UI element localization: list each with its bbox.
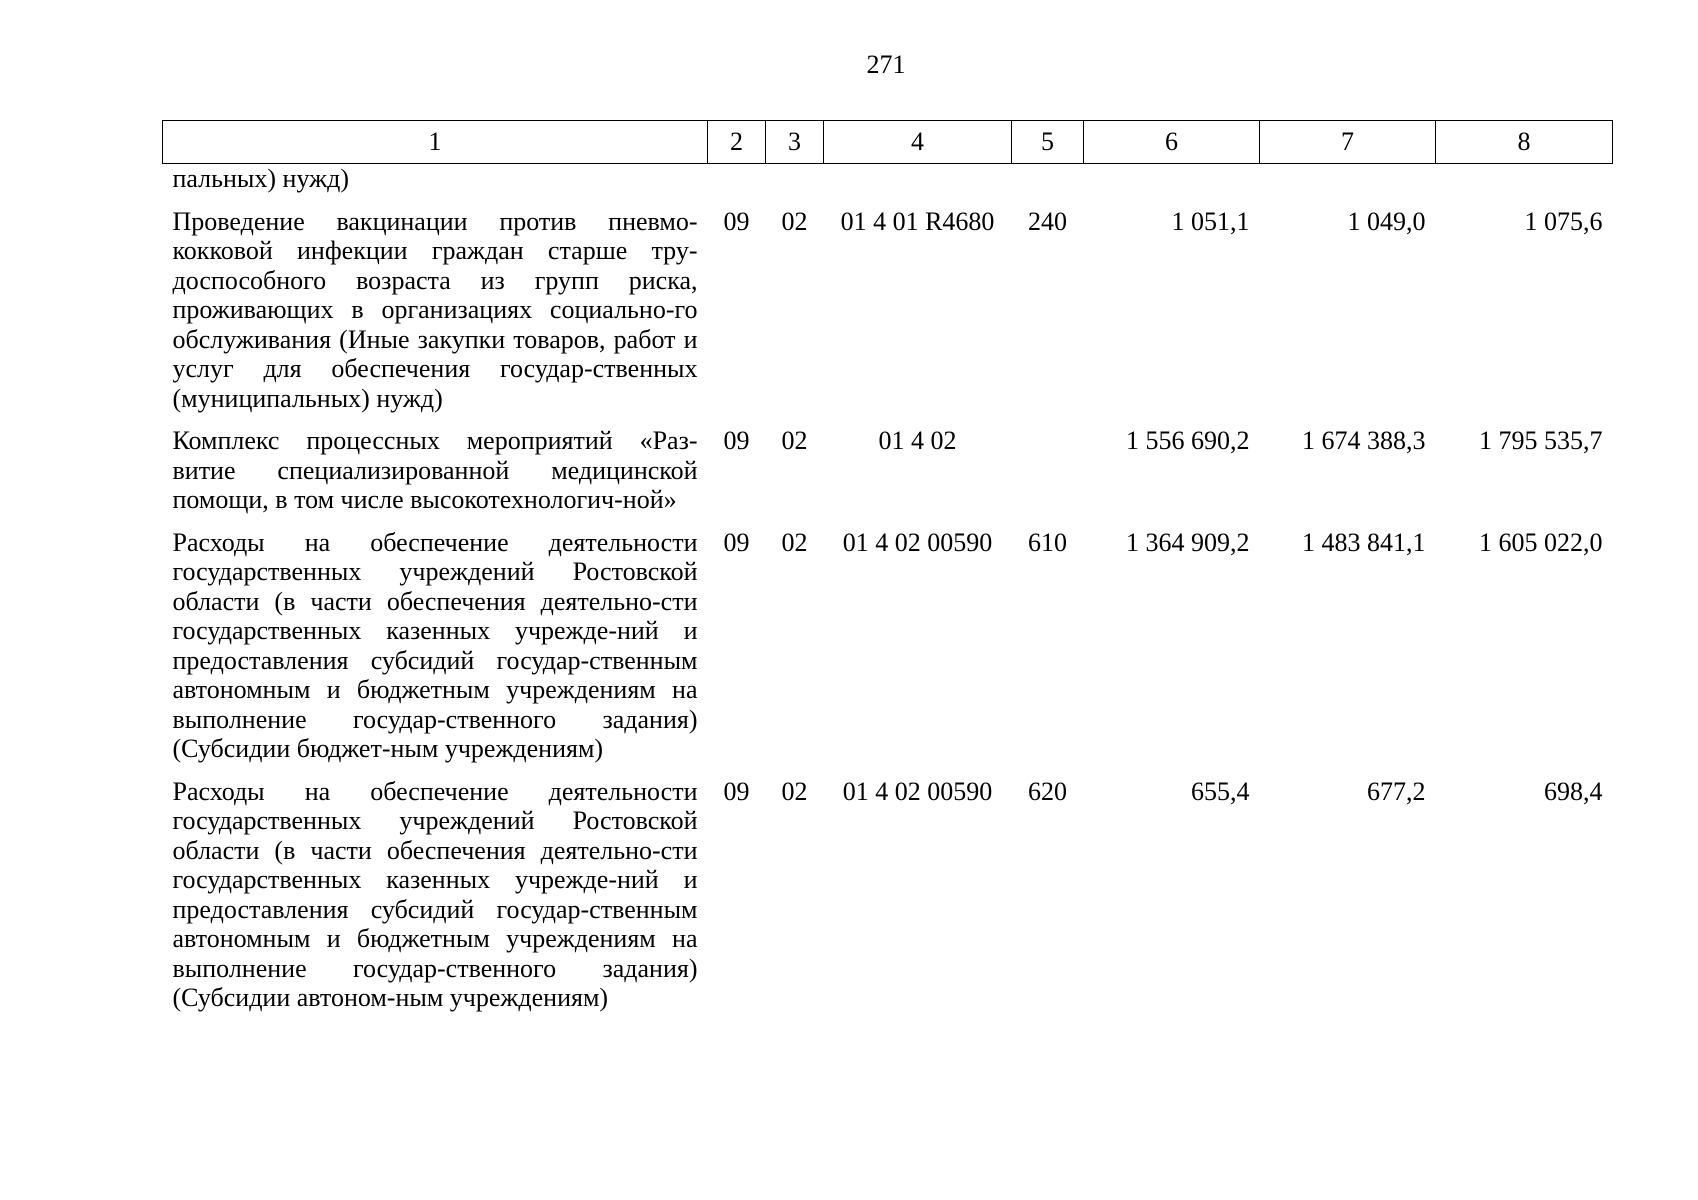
row-value-col-7: 677,2 [1367,776,1426,806]
row-value-col-8: 698,4 [1544,776,1603,806]
row-value-col-7: 1 483 841,1 [1302,527,1426,557]
row-value-col-6: 1 364 909,2 [1126,527,1250,557]
row-expense-type: 620 [1028,776,1067,806]
row-target-code: 01 4 01 R4680 [840,206,995,236]
header-col-2: 2 [708,121,766,164]
row-target-code: 01 4 02 [878,426,957,455]
row-description: Расходы на обеспечение деятельности государственных учреждений Ростовской области (в части обеспечения деятельно-сти государственных казенных учрежде-ний и предоставления субсидий государ-ственным автономным и бюджетным учреждениям на выполнение государ-ственного задания) (Субсидии автоном-ным учреждениям) [172,776,698,1012]
row-description: Проведение вакцинации против пневмо-кокковой инфекции граждан старше тру-доспособного возраста из групп риска, проживающих в организациях социально-го обслуживания (Иные закупки товаров, работ и услуг для обеспечения государ-ственных (муниципальных) нужд) [172,206,698,413]
header-col-6: 6 [1084,121,1260,164]
continuation-text: пальных) нужд) [172,164,349,193]
row-expense-type: 610 [1028,527,1067,557]
row-value-col-8: 1 075,6 [1524,206,1603,236]
row-subsection: 02 [781,206,808,236]
row-target-code: 01 4 02 00590 [842,776,993,806]
row-expense-type [1012,413,1084,515]
header-col-4: 4 [824,121,1012,164]
row-section: 09 [723,776,750,806]
row-subsection: 02 [781,776,808,806]
row-value-col-8: 1 795 535,7 [1479,426,1603,455]
row-subsection: 02 [781,527,808,557]
row-value-col-7: 1 049,0 [1347,206,1426,236]
row-value-col-6: 1 051,1 [1171,206,1250,236]
row-section: 09 [723,527,750,557]
row-section: 09 [723,426,750,455]
budget-table [162,120,1613,1013]
row-value-col-6: 1 556 690,2 [1126,426,1250,455]
row-target-code: 01 4 02 00590 [842,527,993,557]
table-body [163,164,1613,1013]
row-description: Комплекс процессных мероприятий «Раз-витие специализированной медицинской помощи, в том числе высокотехнологич-ной» [172,426,698,514]
row-expense-type: 240 [1028,206,1067,236]
row-subsection: 02 [781,426,808,455]
table-row [163,764,1613,1013]
table-header [163,121,1613,164]
table-row [163,515,1613,764]
row-description: Расходы на обеспечение деятельности государственных учреждений Ростовской области (в части обеспечения деятельно-сти государственных казенных учрежде-ний и предоставления субсидий государ-ственным автономным и бюджетным учреждениям на выполнение государ-ственного задания) (Субсидии бюджет-ным учреждениям) [172,527,698,763]
page-number: 271 [866,50,906,79]
header-col-7: 7 [1260,121,1436,164]
header-col-5: 5 [1012,121,1084,164]
row-section: 09 [723,206,750,236]
row-value-col-6: 655,4 [1191,776,1250,806]
row-value-col-7: 1 674 388,3 [1302,426,1426,455]
table-row [163,413,1613,515]
header-col-8: 8 [1436,121,1613,164]
table-row [163,194,1613,414]
continuation-row [163,164,1613,194]
header-col-1: 1 [163,121,708,164]
row-value-col-8: 1 605 022,0 [1479,527,1603,557]
header-col-3: 3 [766,121,824,164]
